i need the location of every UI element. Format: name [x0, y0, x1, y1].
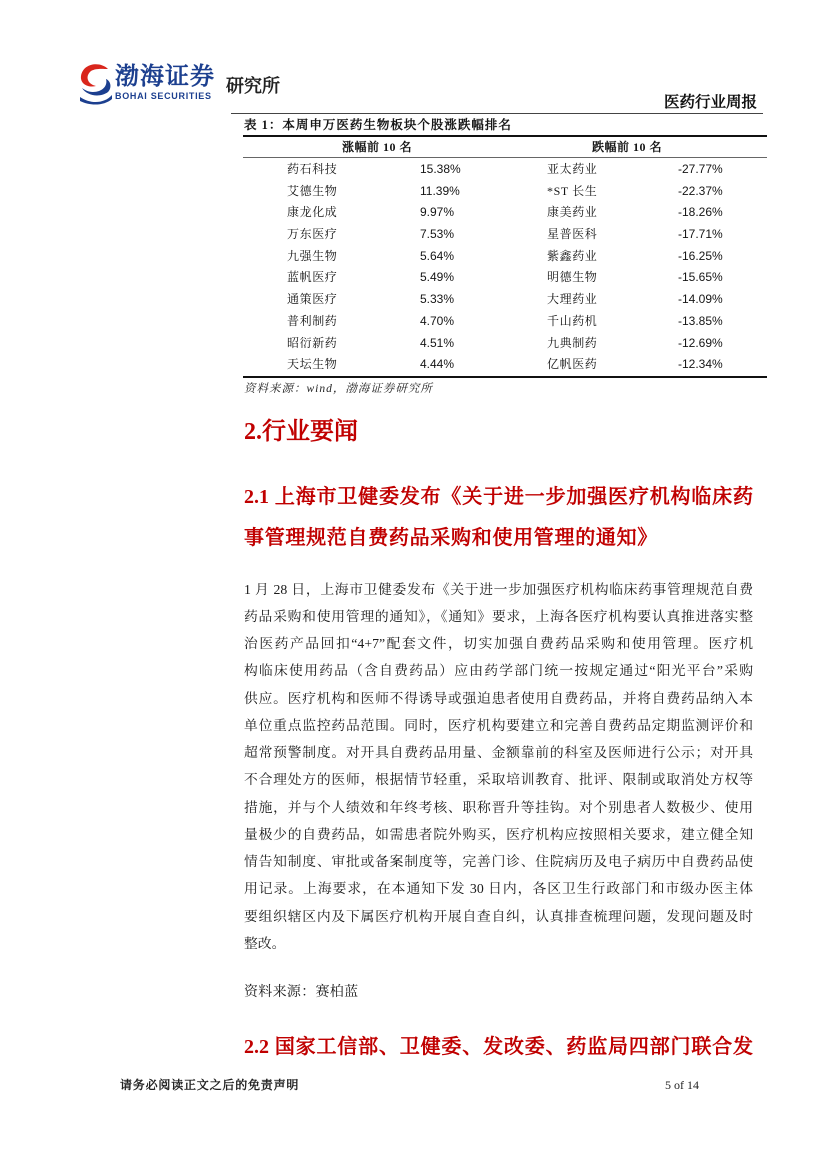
table-row: [0, 159, 827, 181]
loser-stock-name: 康美药业: [547, 205, 598, 220]
table-header-gainers: 涨幅前 10 名: [341, 140, 412, 154]
logo-department: 研究所: [226, 76, 280, 97]
table-row: [0, 289, 827, 311]
body-text-line: 超常预警制度。对开具自费药品用量、金额靠前的科室及医师进行公示；对开具: [244, 745, 753, 760]
table-row: [0, 246, 827, 268]
gainer-change-value: 9.97%: [420, 205, 455, 220]
gainer-change-value: 15.38%: [420, 162, 461, 176]
loser-stock-name: *ST 长生: [547, 183, 598, 198]
report-type: 医药行业周报: [664, 94, 758, 111]
table-bottom-rule: [243, 376, 767, 378]
table-row: [0, 181, 827, 203]
gainer-stock-name: 万东医疗: [287, 227, 338, 242]
table-source-note: 资料来源：wind，渤海证券研究所: [244, 383, 433, 395]
table-header-losers: 跌幅前 10 名: [591, 140, 662, 154]
table-row: [0, 202, 827, 224]
gainer-stock-name: 艾德生物: [287, 183, 338, 198]
table-header-rule: [243, 157, 767, 158]
gainer-change-value: 5.33%: [420, 292, 455, 307]
table-top-rule: [243, 135, 767, 137]
logo-company-name: 渤海证券: [115, 62, 215, 90]
news-2-1-source: 资料来源：赛柏蓝: [244, 985, 359, 1000]
body-text-line: 单位重点监控药品范围。同时，医疗机构要建立和完善自费药品定期监测评价和: [244, 717, 753, 733]
gainer-stock-name: 九强生物: [287, 248, 338, 263]
footer-disclaimer: 请务必阅读正文之后的免责声明: [120, 1078, 300, 1092]
table-row: [0, 354, 827, 376]
loser-stock-name: 大理药业: [547, 292, 598, 307]
loser-change-value: -18.26%: [678, 205, 723, 220]
section-title: 2.行业要闻: [244, 419, 358, 445]
body-text-line: 构临床使用药品（含自费药品）应由药学部门统一按规定通过“阳光平台”采购: [244, 663, 753, 679]
gainer-stock-name: 普利制药: [287, 313, 338, 328]
table-row: [0, 333, 827, 355]
news-2-1-title-line: 事管理规范自费药品采购和使用管理的通知》: [244, 527, 658, 549]
table-caption: 表 1：本周申万医药生物板块个股涨跌幅排名: [244, 118, 512, 132]
loser-stock-name: 亿帆医药: [547, 357, 598, 372]
loser-stock-name: 星普医科: [547, 227, 598, 242]
gainer-change-value: 5.64%: [420, 248, 455, 263]
table-row: [0, 311, 827, 333]
table-row: [0, 224, 827, 246]
loser-change-value: -17.71%: [678, 227, 723, 242]
gainer-stock-name: 药石科技: [287, 162, 338, 176]
table-body: [0, 159, 827, 376]
loser-change-value: -15.65%: [678, 270, 723, 285]
body-text-line: 整改。: [244, 935, 286, 951]
page-number: 5 of 14: [665, 1078, 699, 1092]
loser-change-value: -16.25%: [678, 248, 723, 263]
loser-change-value: -13.85%: [678, 313, 723, 328]
body-text-line: 措施，并与个人绩效和年终考核、职称晋升等挂钩。对个别患者人数极少、使用: [244, 799, 753, 815]
loser-change-value: -12.34%: [678, 357, 723, 372]
body-text-line: 要组织辖区内及下属医疗机构开展自查自纠，认真排查梳理问题，发现问题及时: [244, 908, 753, 924]
loser-stock-name: 紫鑫药业: [547, 248, 598, 263]
loser-change-value: -14.09%: [678, 292, 723, 307]
table-row: [0, 267, 827, 289]
body-text-line: 用记录。上海要求，在本通知下发 30 日内，各区卫生行政部门和市级办医主体: [244, 881, 753, 897]
body-text-line: 情告知制度、审批或备案制度等，完善门诊、住院病历及电子病历中自费药品使: [244, 854, 753, 869]
gainer-change-value: 5.49%: [420, 270, 455, 285]
loser-stock-name: 明德生物: [547, 270, 598, 285]
news-2-1-body: [244, 576, 753, 958]
loser-change-value: -27.77%: [678, 162, 723, 176]
gainer-change-value: 7.53%: [420, 227, 455, 242]
news-2-1-title-line: 2.1 上海市卫健委发布《关于进一步加强医疗机构临床药: [244, 486, 753, 508]
body-text-line: 不合理处方的医师，根据情节轻重，采取培训教育、批评、限制或取消处方权等: [244, 772, 753, 788]
body-text-line: 量极少的自费药品，如需患者院外购买，医疗机构应按照相关要求，建立健全知: [244, 826, 753, 842]
news-2-2-title: 2.2 国家工信部、卫健委、发改委、药监局四部门联合发: [244, 1036, 753, 1058]
gainer-stock-name: 蓝帆医疗: [287, 270, 338, 285]
gainer-change-value: 4.44%: [420, 357, 455, 372]
loser-stock-name: 九典制药: [547, 335, 598, 350]
loser-change-value: -12.69%: [678, 335, 723, 350]
loser-change-value: -22.37%: [678, 183, 723, 198]
body-text-line: 1 月 28 日，上海市卫健委发布《关于进一步加强医疗机构临床药事管理规范自费: [244, 581, 753, 597]
loser-stock-name: 亚太药业: [547, 162, 598, 176]
body-text-line: 供应。医疗机构和医师不得诱导或强迫患者使用自费药品，并将自费药品纳入本: [244, 690, 753, 706]
body-text-line: 治医药产品回扣“4+7”配套文件，切实加强自费药品采购和使用管理。医疗机: [244, 636, 753, 651]
gainer-stock-name: 康龙化成: [287, 205, 338, 220]
loser-stock-name: 千山药机: [547, 313, 598, 328]
bohai-logo-emblem-icon: [77, 61, 114, 106]
gainer-stock-name: 天坛生物: [287, 357, 338, 372]
header-divider: [231, 113, 763, 114]
gainer-change-value: 4.70%: [420, 313, 455, 328]
gainer-change-value: 4.51%: [420, 335, 455, 350]
body-text-line: 药品采购和使用管理的通知》，《通知》要求，上海各医疗机构要认真推进落实整: [244, 608, 753, 624]
gainer-change-value: 11.39%: [420, 183, 460, 198]
logo-company-name-en: BOHAI SECURITIES: [115, 91, 212, 101]
gainer-stock-name: 通策医疗: [287, 292, 338, 307]
gainer-stock-name: 昭衍新药: [287, 335, 338, 350]
